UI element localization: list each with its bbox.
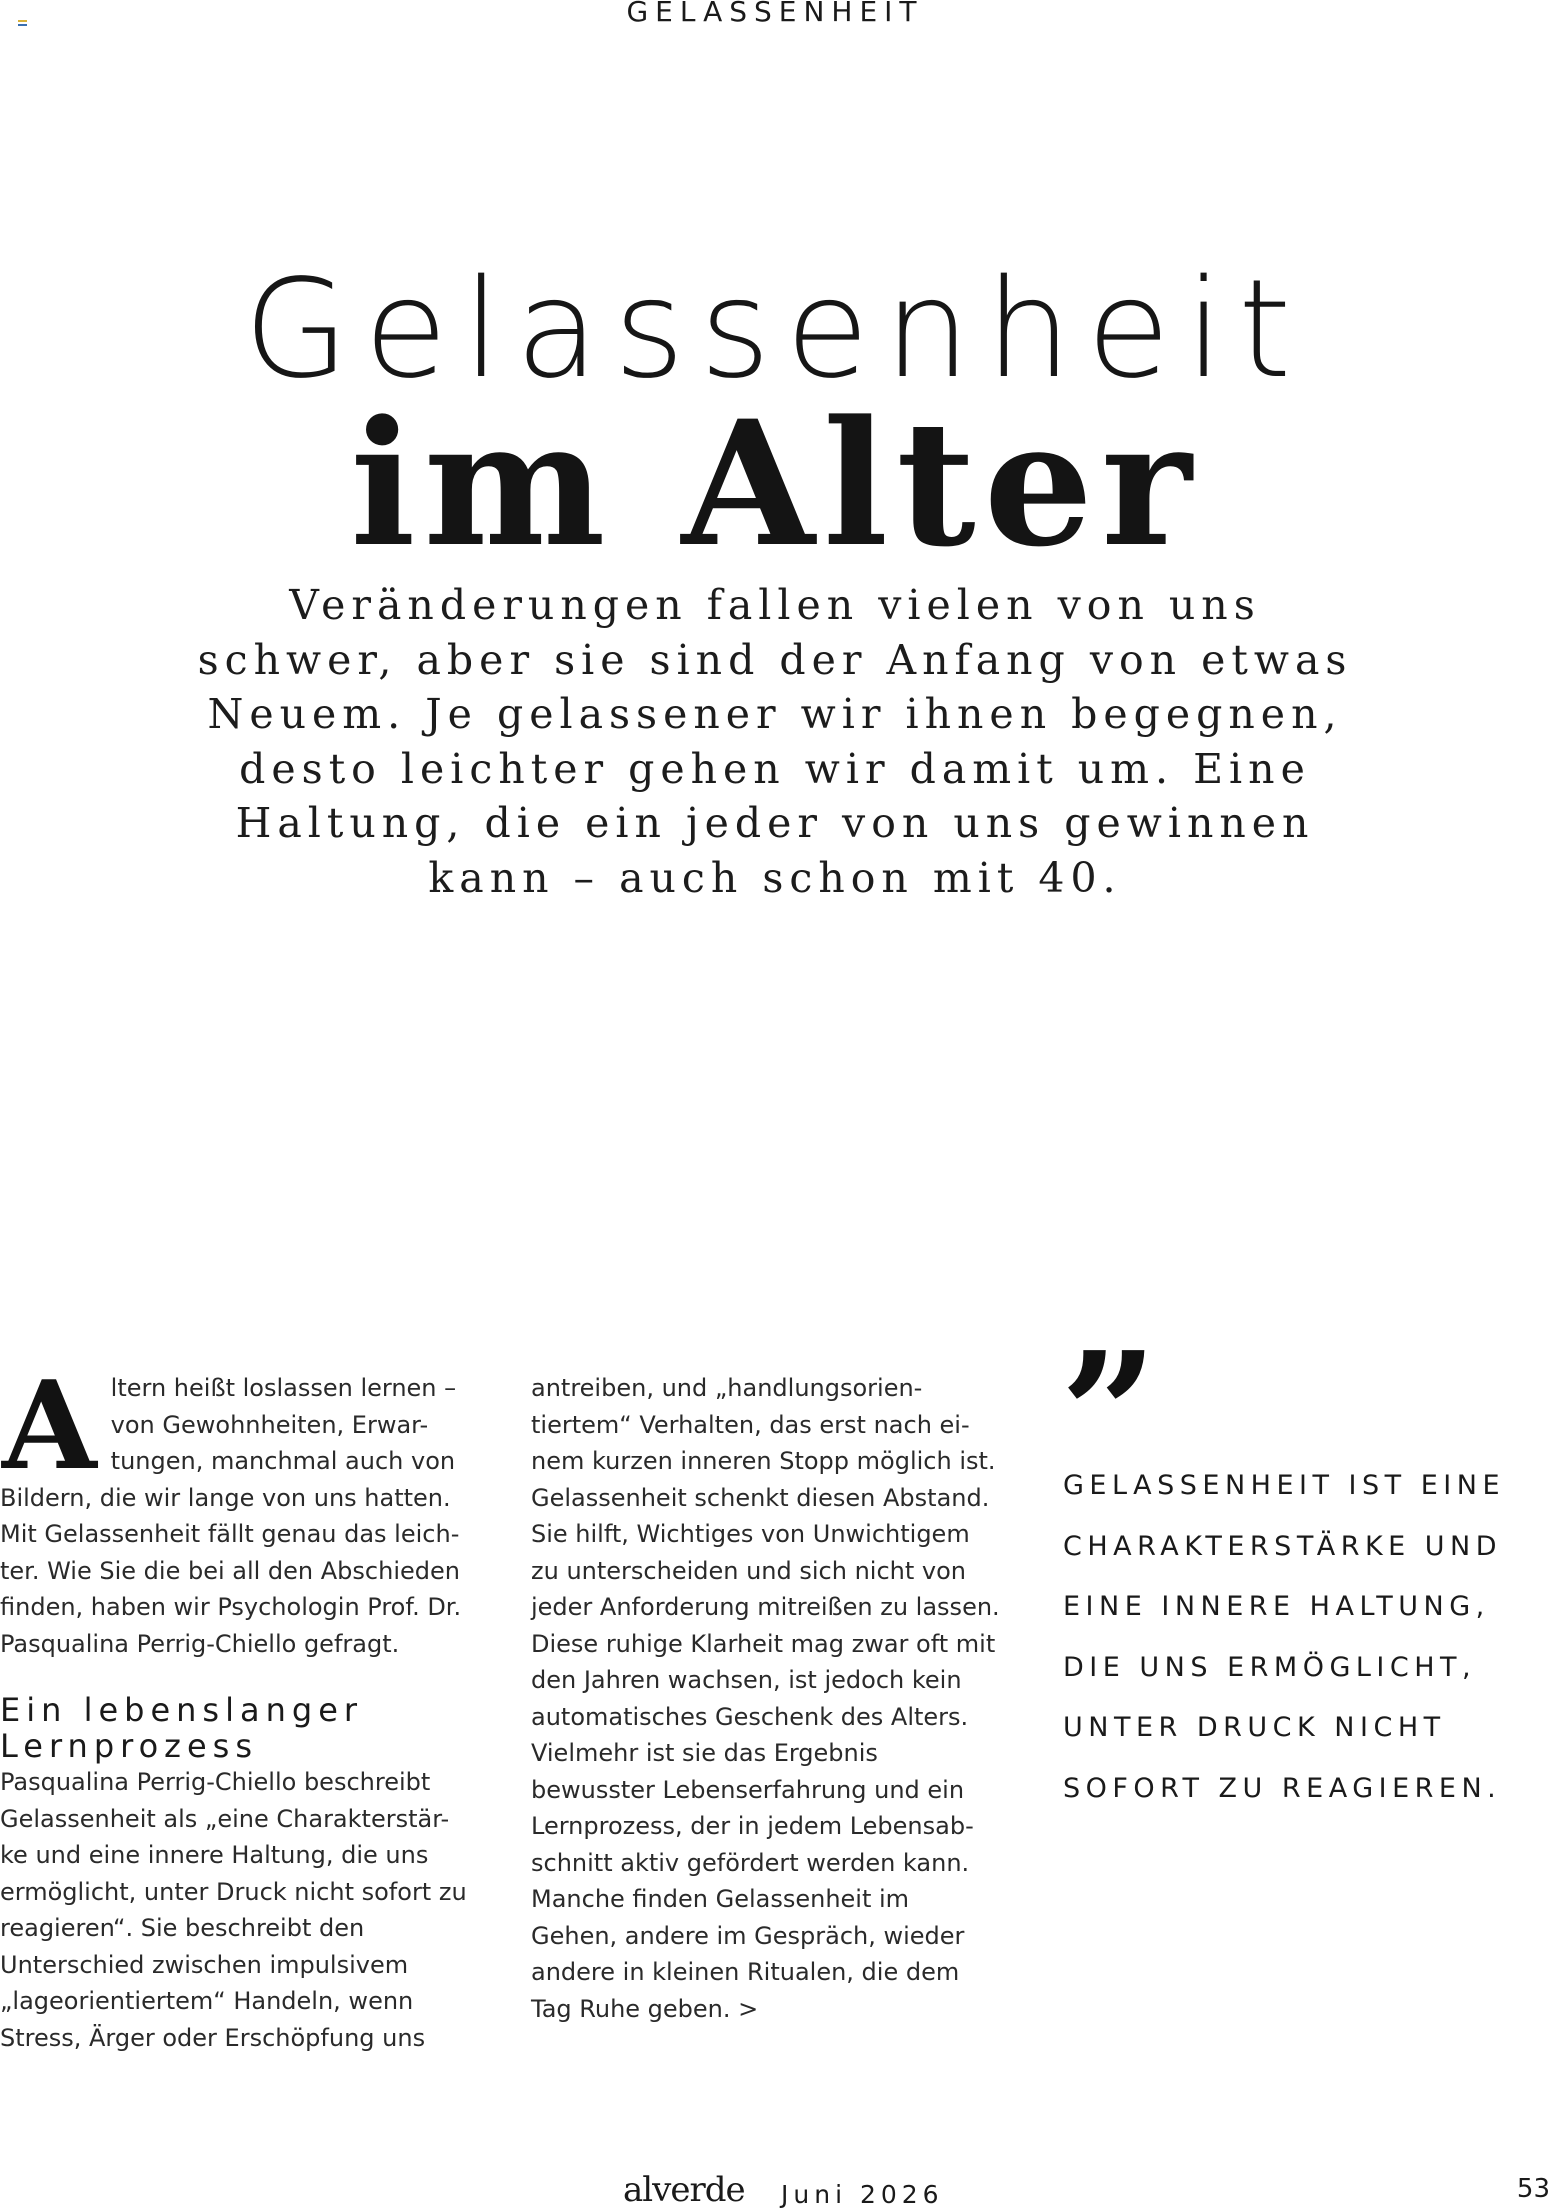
drop-cap: A [2, 1353, 97, 1497]
body-paragraph-1: Pasqualina Perrig-Chiello beschreibt Gelassenheit als „eine Charakterstär- ke und eine innere Haltung, die uns ermöglicht, unter Druck nicht sofort zu reagieren“. Sie beschreibt den Unterschied zwischen impulsivem „lageorientiertem“ Handeln, wenn Stress, Ärger oder Erschöpfung uns [0, 1768, 467, 2052]
pull-quote: GELASSENHEIT IST EINE CHARAKTERSTÄRKE UND EINE INNERE HALTUNG, DIE UNS ERMÖGLICHT, UNTER DRUCK NICHT SOFORT ZU REAGIEREN. [1063, 1470, 1506, 1804]
subheading: Ein lebenslanger Lernprozess [0, 1691, 364, 1765]
article-column-2 [531, 1370, 1001, 2027]
page-number: 53 [1516, 2174, 1550, 2204]
lead-paragraph: Veränderungen fallen vielen von uns schwer, aber sie sind der Anfang von etwas Neuem. Je gelassener wir ihnen begegnen, desto leichter gehen wir damit um. Eine Haltung, die ein jeder von uns gewinnen kann – auch schon mit 40. [197, 581, 1353, 902]
footer-brand-logo: alverde [623, 2170, 745, 2210]
section-label: GELASSENHEIT [626, 0, 924, 28]
article-column-1 [0, 1353, 470, 2056]
quote-mark-icon: ” [1060, 1315, 1148, 1515]
footer-issue-date: Juni 2026 [781, 2180, 944, 2209]
intro-paragraph: ltern heißt loslassen lernen – von Gewohnheiten, Erwar- tungen, manchmal auch von Bildern, die wir lange von uns hatten. Mit Gelassenheit fällt genau das leich- ter. Wie Sie die bei all den Abschieden finden, haben wir Psychologin Prof. Dr. Pasqualina Perrig-Chiello gefragt. [0, 1374, 462, 1658]
headline-line-1: Gelassenheit [243, 251, 1307, 409]
body-paragraph-2: antreiben, und „handlungsorien- tiertem“ Verhalten, das erst nach ei- nem kurzen inneren Stopp möglich ist. Gelassenheit schenkt diesen Abstand. Sie hilft, Wichtiges von Unwichtigem zu unterscheiden und sich nicht von jeder Anforderung mitreißen zu lassen. Diese ruhige Klarheit mag zwar oft mit den Jahren wachsen, ist jedoch kein automatisches Geschenk des Alters. Vielmehr ist sie das Ergebnis bewusster Lebenserfahrung und ein Lernprozess, der in jedem Lebensab- schnitt aktiv gefördert werden kann. Manche finden Gelassenheit im Gehen, andere im Gespräch, wieder andere in kleinen Ritualen, die dem Tag Ruhe geben. > [531, 1374, 1000, 2023]
headline-line-2: im Alter [350, 382, 1200, 585]
